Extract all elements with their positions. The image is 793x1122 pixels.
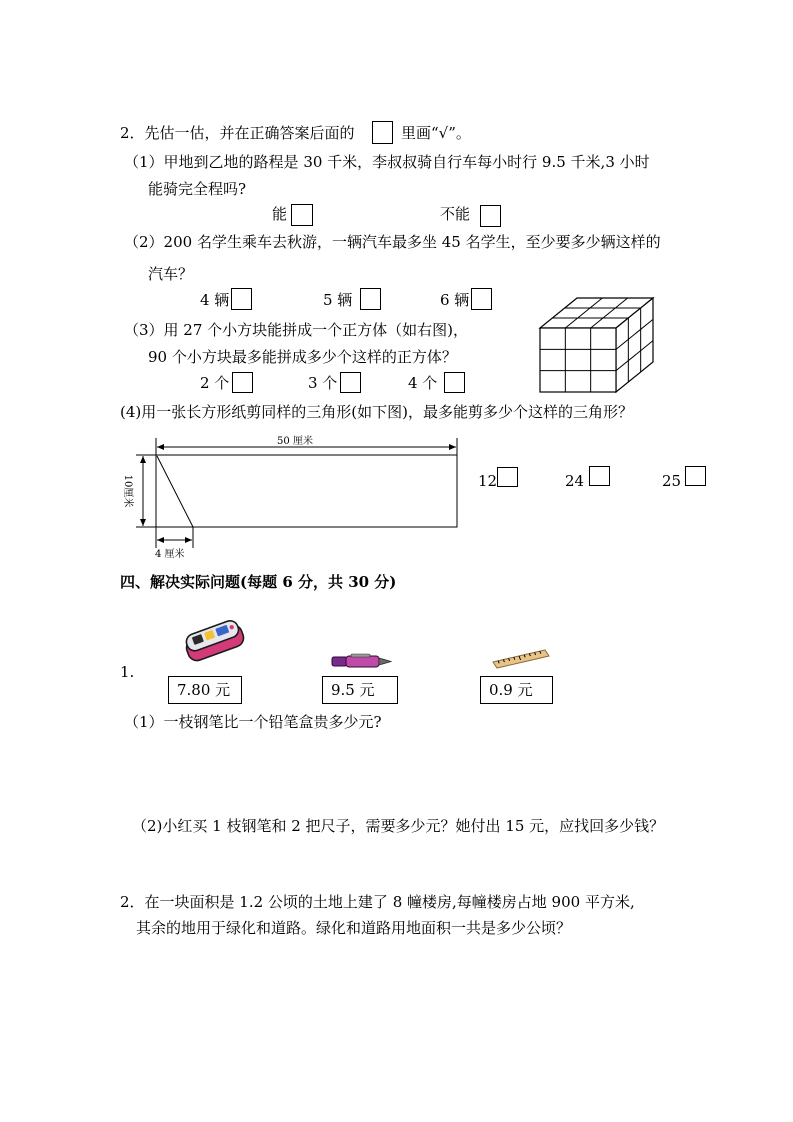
q1-line-1: （1）甲地到乙地的路程是 30 千米，李叔叔骑自行车每小时行 9.5 千米,3 小时 [124,153,650,171]
q4-option-label: 12 [478,472,498,490]
length-label: 50 厘米 [277,436,313,447]
ruler-icon [491,649,551,669]
price-tag-ruler: 0.9 元 [480,676,553,704]
sample-answer-box [372,121,393,144]
q3-line-2: 90 个小方块最多能拼成多少个这样的正方体？ [148,348,457,366]
q3-option-label: 3 个 [308,374,338,392]
section-heading: 四、解决实际问题(每题 6 分，共 30 分) [120,573,397,591]
q2-option-label: 5 辆 [323,291,353,309]
q4-line-1: (4)用一张长方形纸剪同样的三角形(如下图)，最多能剪多少个这样的三角形？ [120,403,633,421]
q3-option-checkbox[interactable] [232,372,253,393]
pencil-box-icon [182,616,246,664]
q2-option-checkbox[interactable] [471,288,492,310]
q1-option-label: 能 [272,205,288,223]
rectangle-diagram [110,430,470,562]
price-tag-pen: 9.5 元 [322,676,398,704]
problem-1-question-2: （2)小红买 1 枝钢笔和 2 把尺子，需要多少元？她付出 15 元，应找回多少钱？ [132,817,665,835]
q2-option-label: 6 辆 [440,291,470,309]
problem-2-line-2: 其余的地用于绿化和道路。绿化和道路用地面积一共是多少公顷？ [136,919,572,937]
base-label: 4 厘米 [155,549,185,560]
q3-line-1: （3）用 27 个小方块能拼成一个正方体（如右图)， [124,321,469,339]
q4-option-checkbox[interactable] [589,466,610,486]
question-2-intro-end: 里画“√”。 [401,124,471,142]
q4-option-label: 25 [662,472,682,490]
cube-icon [530,290,662,398]
q3-option-label: 2 个 [200,374,230,392]
width-label: 10厘米 [122,474,133,508]
q2-option-checkbox[interactable] [360,288,381,310]
problem-2-line-1: 2．在一块面积是 1.2 公顷的土地上建了 8 幢楼房,每幢楼房占地 900 平方米, [120,893,635,911]
q2-line-1: （2）200 名学生乘车去秋游，一辆汽车最多坐 45 名学生，至少要多少辆这样的 [124,233,661,251]
q1-option-label: 不能 [440,205,471,223]
paper-rectangle [156,455,457,527]
q2-option-label: 4 辆 [200,291,230,309]
q4-option-checkbox[interactable] [685,466,706,486]
q3-option-checkbox[interactable] [444,372,465,393]
price-tag-pencil-box: 7.80 元 [168,676,242,704]
question-2-intro: 2．先估一估，并在正确答案后面的 [120,124,355,142]
q2-line-2: 汽车？ [148,265,194,283]
triangle-hypotenuse [157,456,193,527]
q1-option-checkbox[interactable] [291,204,313,226]
pen-icon [330,652,394,670]
q4-option-checkbox[interactable] [497,467,518,487]
problem-1-question-1: （1）一枝钢笔比一个铅笔盒贵多少元? [124,713,382,731]
q3-option-label: 4 个 [408,374,438,392]
q1-option-checkbox[interactable] [480,205,501,227]
q2-option-checkbox[interactable] [231,288,252,310]
q1-line-2: 能骑完全程吗? [148,180,247,198]
q4-option-label: 24 [565,472,585,490]
problem-1-number: 1. [120,663,135,681]
q3-option-checkbox[interactable] [340,372,361,393]
